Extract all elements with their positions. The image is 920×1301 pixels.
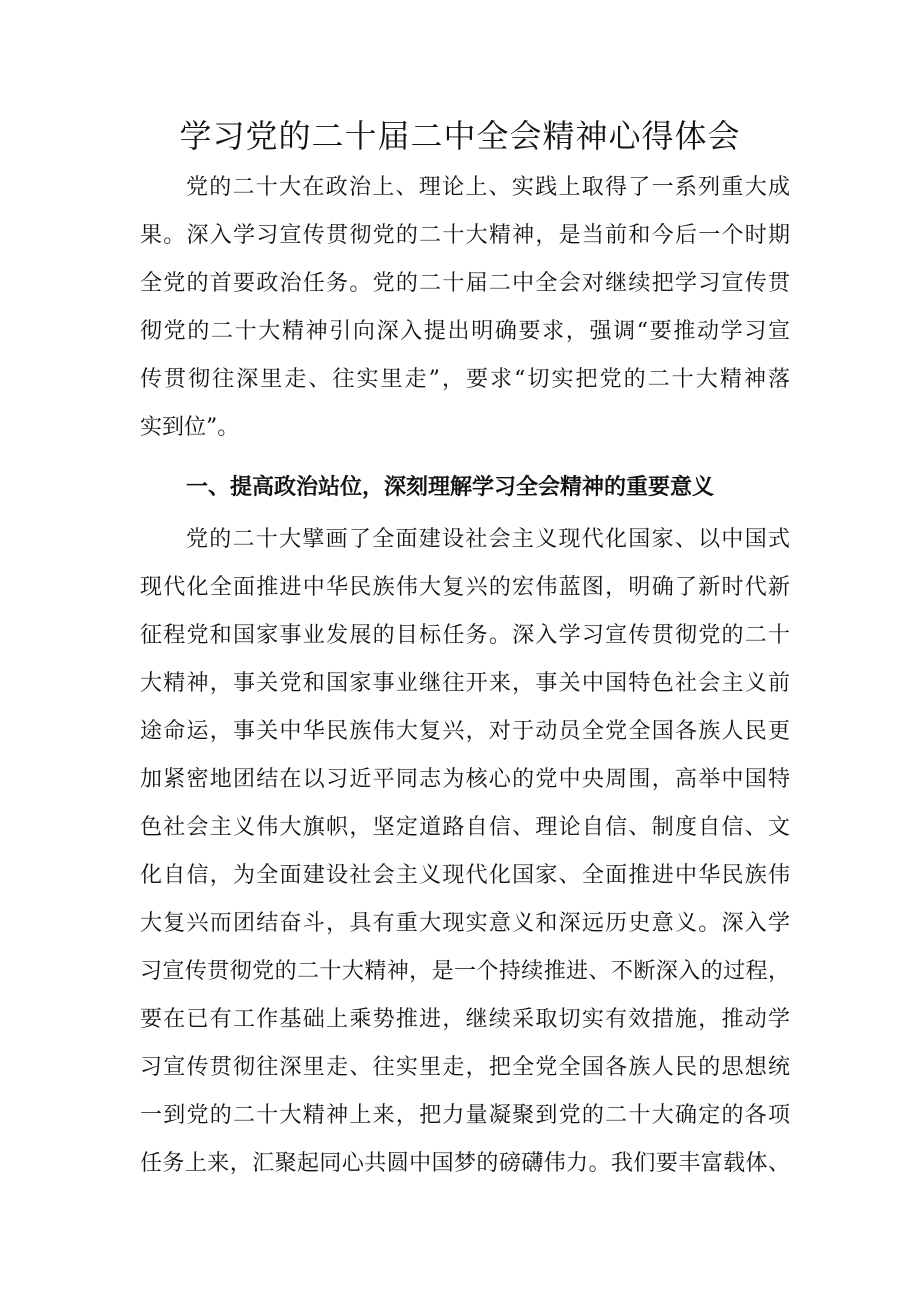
section-1-line-9: 大复兴而团结奋斗，具有重大现实意义和深远历史意义。深入学 (140, 911, 790, 936)
intro-line-2: 果。深入学习宣传贯彻党的二十大精神，是当前和今后一个时期 (140, 223, 790, 248)
section-1-line-6: 加紧密地团结在以习近平同志为核心的党中央周围，高举中国特 (140, 767, 790, 792)
section-1-heading: 一、提高政治站位，深刻理解学习全会精神的重要意义 (186, 475, 715, 500)
section-1-line-13: 一到党的二十大精神上来，把力量凝聚到党的二十大确定的各项 (140, 1103, 790, 1128)
document-title: 学习党的二十届二中全会精神心得体会 (179, 117, 741, 155)
intro-line-4: 彻党的二十大精神引向深入提出明确要求，强调“要推动学习宣 (140, 319, 790, 344)
section-1-line-4: 大精神，事关党和国家事业继往开来，事关中国特色社会主义前 (140, 671, 790, 696)
intro-line-6: 实到位”。 (140, 415, 240, 440)
section-1-line-14: 任务上来，汇聚起同心共圆中国梦的磅礴伟力。我们要丰富载体、 (140, 1151, 790, 1176)
section-1-line-1: 党的二十大擘画了全面建设社会主义现代化国家、以中国式 (186, 527, 790, 552)
intro-line-5: 传贯彻往深里走、往实里走”，要求“切实把党的二十大精神落 (140, 367, 790, 392)
section-1-line-10: 习宣传贯彻党的二十大精神，是一个持续推进、不断深入的过程， (140, 959, 790, 984)
section-1-line-12: 习宣传贯彻往深里走、往实里走，把全党全国各族人民的思想统 (140, 1055, 790, 1080)
section-1-line-3: 征程党和国家事业发展的目标任务。深入学习宣传贯彻党的二十 (140, 623, 790, 648)
section-1-line-8: 化自信，为全面建设社会主义现代化国家、全面推进中华民族伟 (140, 863, 790, 888)
section-1-line-2: 现代化全面推进中华民族伟大复兴的宏伟蓝图，明确了新时代新 (140, 575, 790, 600)
section-1-line-7: 色社会主义伟大旗帜，坚定道路自信、理论自信、制度自信、文 (140, 815, 790, 840)
section-1-line-11: 要在已有工作基础上乘势推进，继续采取切实有效措施，推动学 (140, 1007, 790, 1032)
intro-line-3: 全党的首要政治任务。党的二十届二中全会对继续把学习宣传贯 (140, 271, 790, 296)
section-1-line-5: 途命运，事关中华民族伟大复兴，对于动员全党全国各族人民更 (140, 719, 790, 744)
intro-line-1: 党的二十大在政治上、理论上、实践上取得了一系列重大成 (186, 175, 790, 200)
